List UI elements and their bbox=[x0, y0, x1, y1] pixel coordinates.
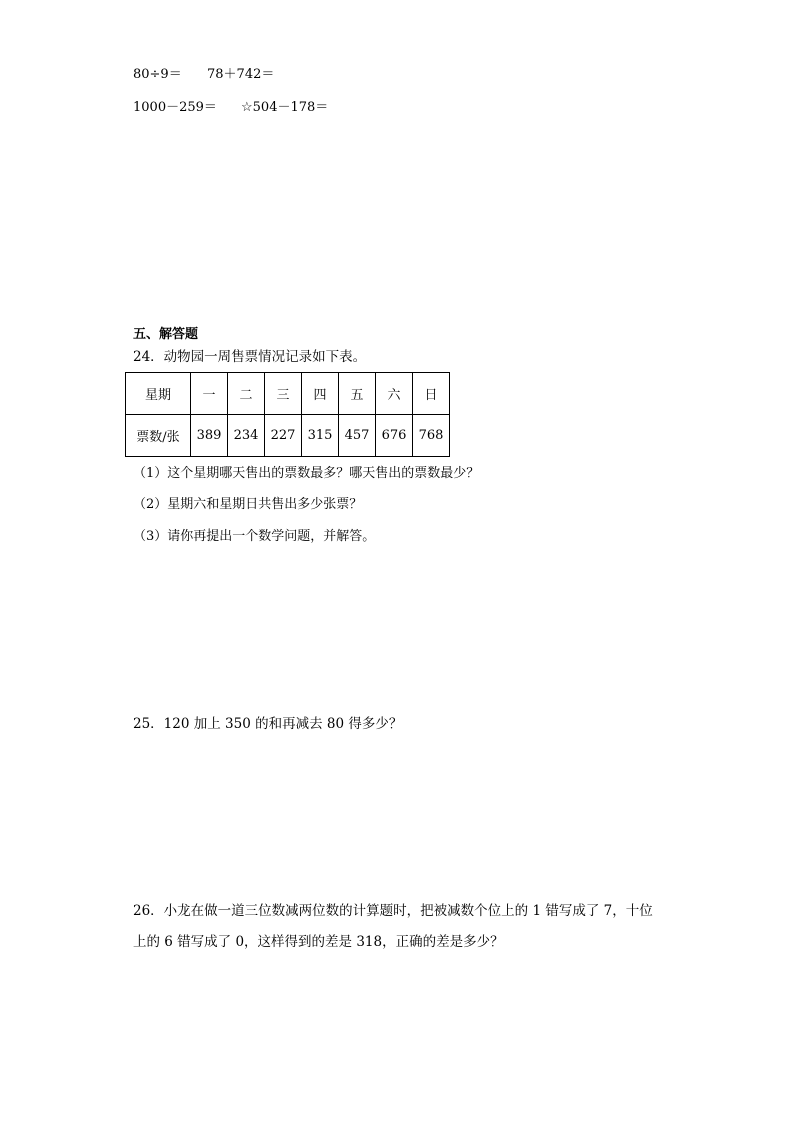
section-title: 五、解答题 bbox=[133, 327, 199, 342]
question-26-line-1: 26．小龙在做一道三位数减两位数的计算题时，把被减数个位上的 1 错写成了 7，十位 bbox=[133, 903, 653, 919]
question-25-stem: 25．120 加上 350 的和再减去 80 得多少？ bbox=[133, 716, 403, 732]
question-24-sub-2: （2）星期六和星期日共售出多少张票？ bbox=[133, 497, 363, 512]
table-cell: 一 bbox=[191, 373, 228, 415]
question-26-line-2: 上的 6 错写成了 0，这样得到的差是 318，正确的差是多少？ bbox=[133, 934, 504, 950]
table-cell: 227 bbox=[265, 415, 302, 457]
table-header-cell: 星期 bbox=[126, 373, 191, 415]
table-cell: 三 bbox=[265, 373, 302, 415]
calc-item: 1000－259＝ bbox=[133, 100, 217, 115]
table-cell: 五 bbox=[339, 373, 376, 415]
calc-item: ☆504－178＝ bbox=[241, 100, 329, 115]
table-cell: 676 bbox=[376, 415, 413, 457]
table-cell: 389 bbox=[191, 415, 228, 457]
table-cell: 457 bbox=[339, 415, 376, 457]
table-cell: 六 bbox=[376, 373, 413, 415]
table-row bbox=[126, 415, 450, 457]
calc-item: 80÷9＝ bbox=[133, 67, 182, 82]
table-cell: 二 bbox=[228, 373, 265, 415]
calc-item: 78＋742＝ bbox=[207, 67, 275, 82]
question-24-sub-3: （3）请你再提出一个数学问题，并解答。 bbox=[133, 529, 376, 544]
table-cell: 四 bbox=[302, 373, 339, 415]
ticket-sales-table bbox=[125, 372, 450, 457]
table-row bbox=[126, 373, 450, 415]
table-header-cell: 票数/张 bbox=[126, 415, 191, 457]
question-24-sub-1: （1）这个星期哪天售出的票数最多？哪天售出的票数最少？ bbox=[133, 466, 480, 481]
table-cell: 768 bbox=[413, 415, 450, 457]
table-cell: 日 bbox=[413, 373, 450, 415]
table-cell: 315 bbox=[302, 415, 339, 457]
question-24-stem: 24．动物园一周售票情况记录如下表。 bbox=[133, 349, 367, 365]
table-cell: 234 bbox=[228, 415, 265, 457]
